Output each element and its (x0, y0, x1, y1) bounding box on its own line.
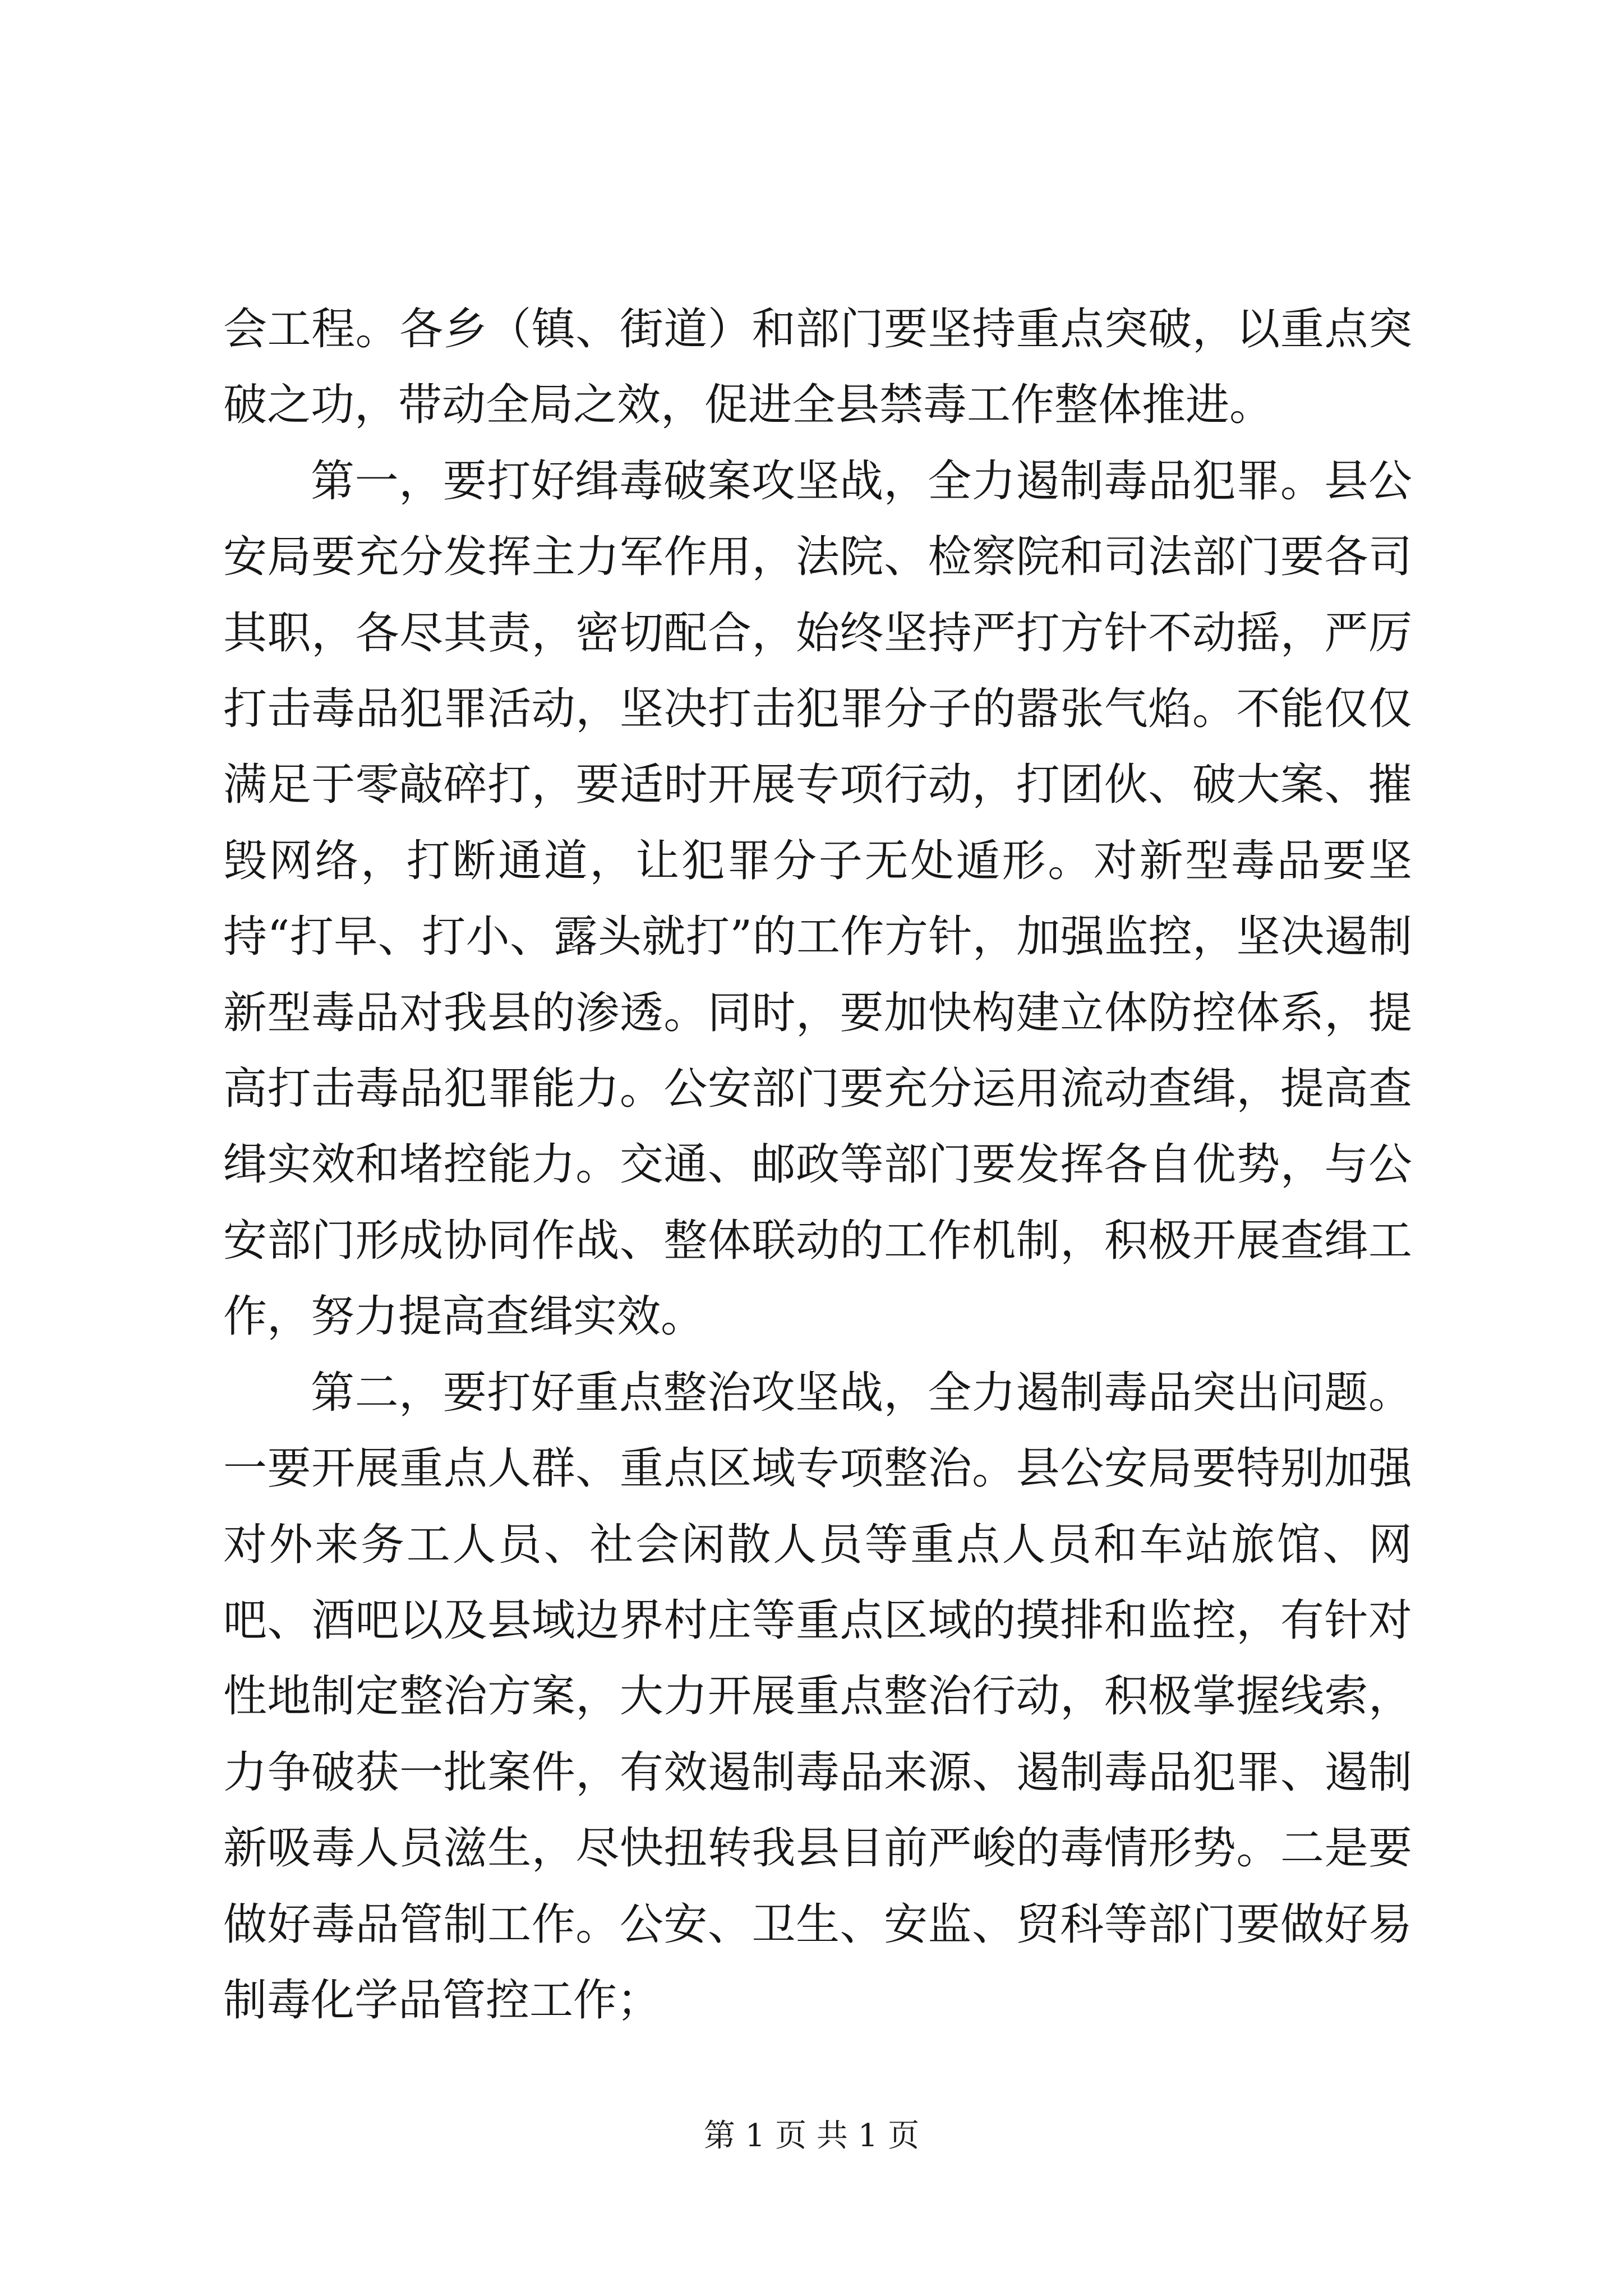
paragraph-continuation: 会工程。各乡（镇、街道）和部门要坚持重点突破，以重点突破之功，带动全局之效，促进全县禁毒工作整体推进。 (223, 304, 1412, 431)
page-footer: 第 1 页 共 1 页 (703, 2118, 920, 2154)
paragraph-first-point: 第一，要打好缉毒破案攻坚战，全力遏制毒品犯罪。县公安局要充分发挥主力军作用，法院、检察院和司法部门要各司其职，各尽其责，密切配合，始终坚持严打方针不动摇，严厉打击毒品犯罪活动，坚决打击犯罪分子的嚣张气焰。不能仅仅满足于零敲碎打，要适时开展专项行动，打团伙、破大案、摧毁网络，打断通道，让犯罪分子无处遁形。对新型毒品要坚持“打早、打小、露头就打”的工作方针，加强监控，坚决遏制新型毒品对我县的渗透。同时，要加快构建立体防控体系，提高打击毒品犯罪能力。公安部门要充分运用流动查缉，提高查缉实效和堵控能力。交通、邮政等部门要发挥各自优势，与公安部门形成协同作战、整体联动的工作机制，积极开展查缉工作，努力提高查缉实效。 (223, 455, 1412, 1342)
document-body (223, 292, 1412, 2039)
paragraph-second-point: 第二，要打好重点整治攻坚战，全力遏制毒品突出问题。一要开展重点人群、重点区域专项整治。县公安局要特别加强对外来务工人员、社会闲散人员等重点人员和车站旅馆、网吧、酒吧以及县域边界村庄等重点区域的摸排和监控，有针对性地制定整治方案，大力开展重点整治行动，积极掌握线索，力争破获一批案件，有效遏制毒品来源、遏制毒品犯罪、遏制新吸毒人员滋生，尽快扭转我县目前严峻的毒情形势。二是要做好毒品管制工作。公安、卫生、安监、贸科等部门要做好易制毒化学品管控工作； (223, 1367, 1412, 2026)
